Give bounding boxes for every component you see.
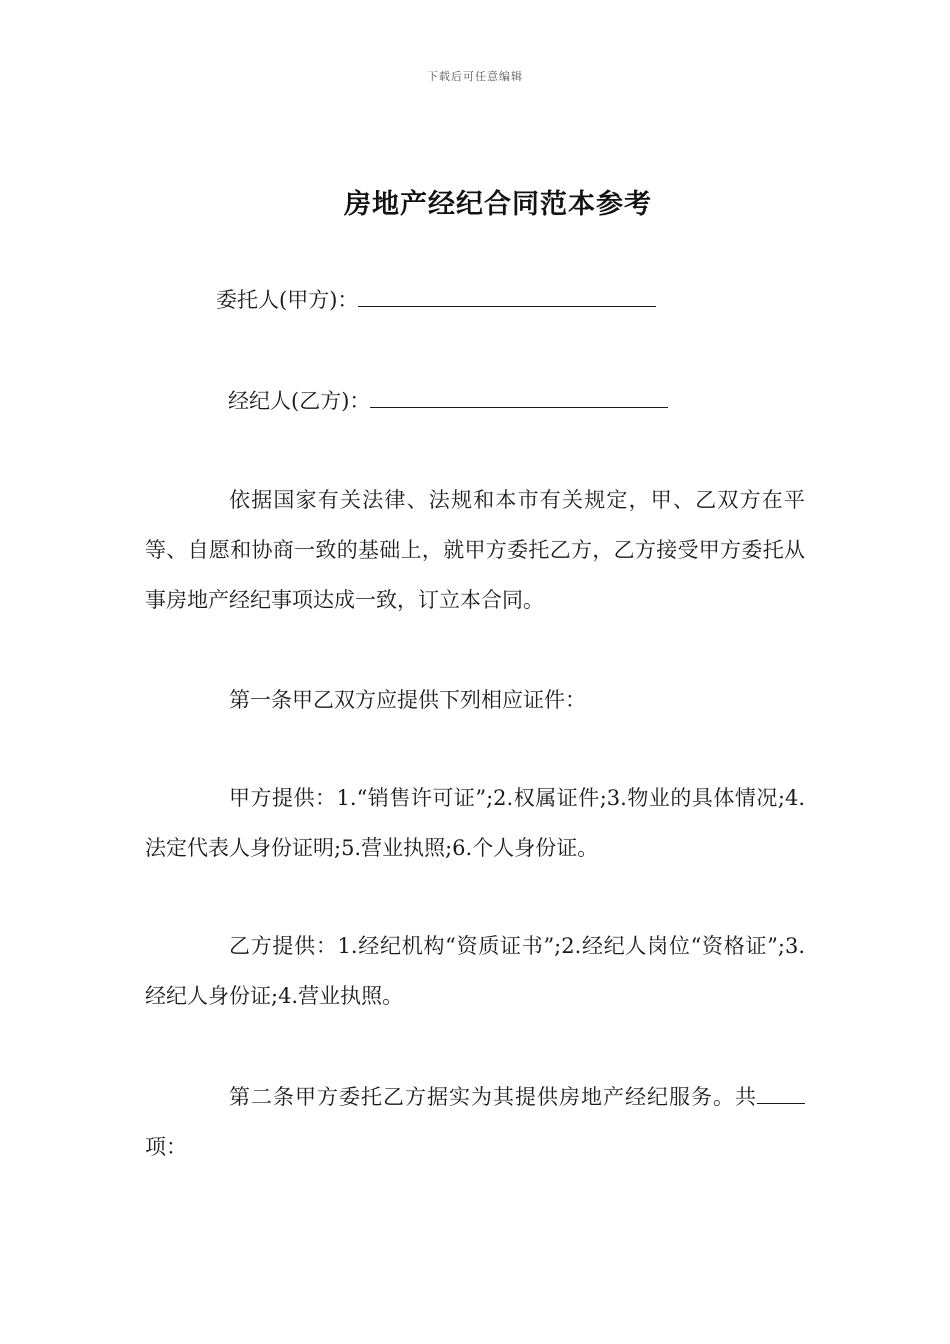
party-b-documents-paragraph: 乙方提供：1.经纪机构“资质证书”;2.经纪人岗位“资格证”;3.经纪人身份证;4.营业执照。: [145, 934, 805, 1008]
party-b-label: 经纪人(乙方)：: [228, 389, 371, 413]
party-a-blank-line: [358, 286, 656, 307]
article-2-paragraph: [145, 1072, 805, 1172]
article-2-blank-line: [757, 1085, 805, 1104]
party-b-blank-line: [370, 387, 668, 408]
preamble-paragraph: 依据国家有关法律、法规和本市有关规定，甲、乙双方在平等、自愿和协商一致的基础上，就甲方委托乙方，乙方接受甲方委托从事房地产经纪事项达成一致，订立本合同。: [145, 488, 805, 612]
party-a-documents-paragraph: 甲方提供：1.“销售许可证”;2.权属证件;3.物业的具体情况;4.法定代表人身份证明;5.营业执照;6.个人身份证。: [145, 786, 805, 860]
article-2-text: 第二条甲方委托乙方据实为其提供房地产经纪服务。共: [229, 1085, 757, 1109]
article-2-suffix: 项：: [145, 1135, 187, 1159]
party-a-field: [216, 285, 656, 315]
party-a-label: 委托人(甲方)：: [216, 288, 359, 312]
article-1-paragraph: 第一条甲乙双方应提供下列相应证件：: [229, 688, 586, 712]
party-b-field: [228, 386, 668, 416]
header-note: 下载后可任意编辑: [427, 70, 523, 83]
document-title: 房地产经纪合同范本参考: [344, 189, 652, 220]
